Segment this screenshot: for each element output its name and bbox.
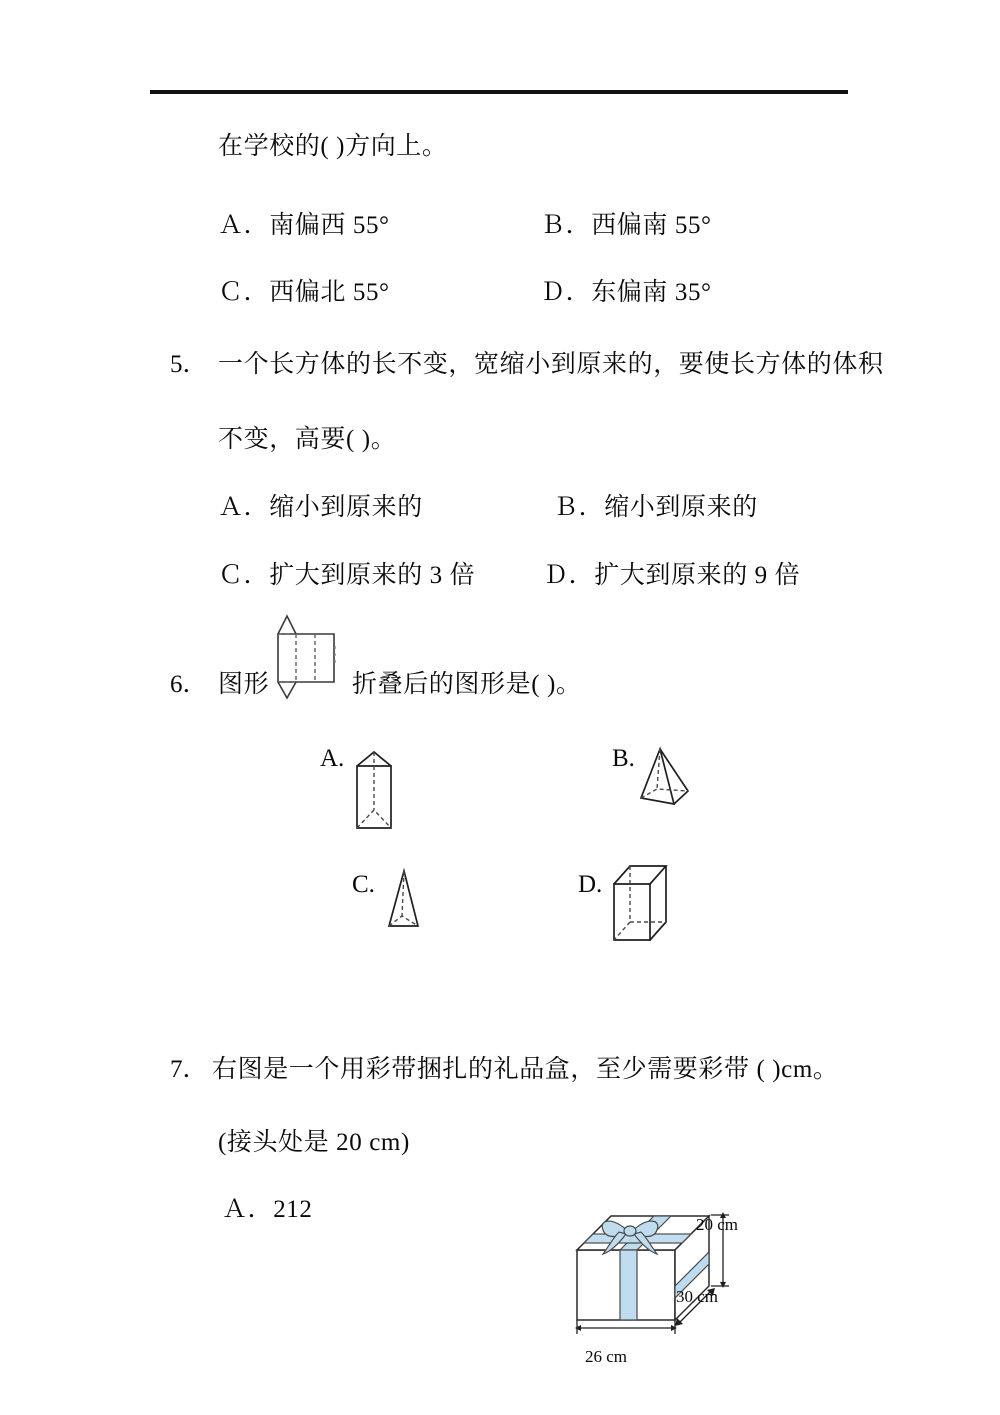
q5-option-d[interactable]: Ｄ．扩大到原来的 9 倍 [543, 562, 801, 589]
q6-option-b-shape[interactable] [638, 746, 694, 810]
q5-option-a[interactable]: Ａ．缩小到原来的 [218, 494, 423, 521]
q7-option-a[interactable]: Ａ．212 [222, 1196, 313, 1223]
q6-number: 6． [170, 671, 208, 698]
q6-option-b-letter: B. [612, 745, 635, 772]
q4-option-a[interactable]: Ａ．南偏西 55° [218, 212, 390, 239]
q7-stem: 右图是一个用彩带捆扎的礼品盒，至少需要彩带 ( )cm。 [212, 1056, 839, 1083]
q7-dimension-depth: 30 cm [676, 1287, 719, 1306]
q5-number: 5． [170, 351, 208, 378]
q6-option-a-letter: A. [320, 745, 345, 772]
q4-option-b[interactable]: Ｂ．西偏南 55° [540, 212, 712, 239]
q6-option-d-letter: D. [578, 871, 603, 898]
q6-option-c-shape[interactable] [383, 868, 425, 934]
q5-stem-line1: 一个长方体的长不变，宽缩小到原来的，要使长方体的体积 [218, 351, 884, 378]
q6-stem-after: 折叠后的图形是( )。 [352, 671, 582, 698]
q7-dimension-width: 26 cm [585, 1347, 628, 1366]
q6-option-a-shape[interactable] [352, 748, 396, 832]
q4-option-c[interactable]: Ｃ．西偏北 55° [218, 279, 390, 306]
q4-stem: 在学校的( )方向上。 [218, 133, 448, 160]
q7-note: (接头处是 20 cm) [218, 1129, 410, 1156]
q7-number: 7． [170, 1056, 208, 1083]
q6-stem-before: 图形 [218, 671, 270, 698]
q5-option-b[interactable]: Ｂ．缩小到原来的 [553, 494, 758, 521]
q4-option-d[interactable]: Ｄ．东偏南 35° [540, 279, 712, 306]
q5-option-c[interactable]: Ｃ．扩大到原来的 3 倍 [218, 562, 476, 589]
q7-dimension-height: 20 cm [696, 1215, 739, 1234]
q5-stem-line2: 不变，高要( )。 [218, 426, 397, 453]
q6-net-figure [272, 612, 340, 700]
q6-option-d-shape[interactable] [608, 862, 670, 944]
header-rule [150, 90, 848, 94]
q6-option-c-letter: C. [352, 871, 375, 898]
